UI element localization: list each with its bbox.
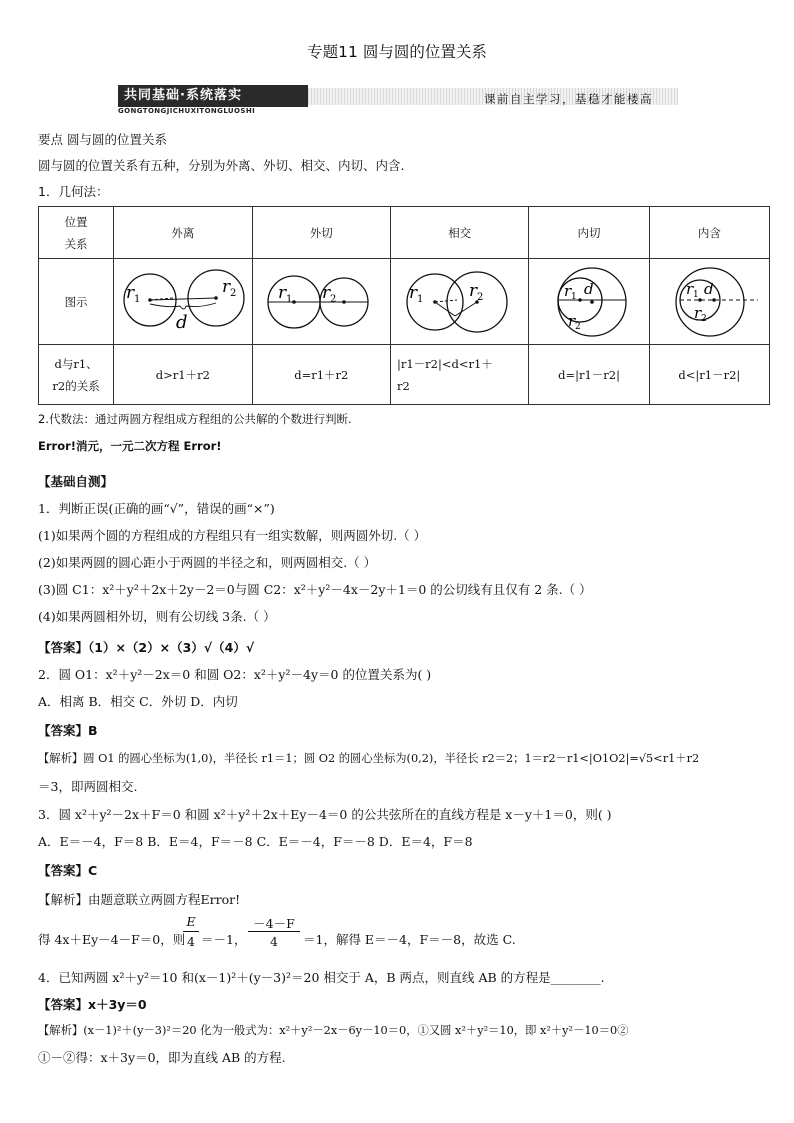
error-line: Error!消元，一元二次方程 Error! [38, 439, 222, 453]
header-label-cell [39, 207, 114, 259]
svg-text:2: 2 [330, 293, 337, 305]
svg-text:1: 1 [693, 289, 700, 300]
banner-heading: 共同基础·系统落实 [118, 85, 308, 107]
q4-stem: 4．已知两圆 x²＋y²＝10 和(x－1)²＋(y－3)²＝20 相交于 A，B 两点，则直线 AB 的方程是________. [38, 970, 605, 985]
fraction-denominator: 4 [187, 934, 195, 949]
q1-stem: 1．判断正误(正确的画“√”，错误的画“×”) [38, 501, 275, 516]
q1-answer: 【答案】（1）×（2）×（3）√（4）√ [38, 640, 255, 655]
key-point-heading: 要点 圆与圆的位置关系 [38, 132, 167, 147]
q3-analysis-part-c: ＝1，解得 E＝－4，F＝－8，故选 C. [303, 932, 516, 947]
q2-stem: 2．圆 O1：x²＋y²－2x＝0 和圆 O2：x²＋y²－4y＝0 的位置关系为( ) [38, 667, 432, 682]
table-figure-row [39, 259, 770, 345]
svg-text:2: 2 [229, 287, 237, 299]
svg-text:r: r [568, 311, 576, 330]
relation-label-cell [39, 345, 114, 405]
relation-table [38, 206, 770, 405]
fraction-bar [183, 931, 199, 932]
intersecting-figure [390, 259, 528, 345]
fraction-numerator: E [186, 914, 196, 929]
q3-options: A．E＝－4，F＝8 B．E＝4，F＝－8 C．E＝－4，F＝－8 D．E＝4，F＝8 [38, 834, 473, 849]
geometric-method-heading: 1．几何法： [38, 184, 109, 199]
column-header: 内含 [649, 207, 769, 259]
section-banner [118, 85, 678, 115]
svg-text:r: r [686, 279, 694, 298]
separate-circles-figure [114, 259, 252, 345]
relation-internal-tangent: d=|r1－r2| [529, 345, 649, 405]
header-label-2: 关系 [64, 236, 88, 251]
q4-analysis-cont: ①－②得：x＋3y＝0，即为直线 AB 的方程. [38, 1050, 286, 1065]
fraction-denominator: 4 [270, 934, 278, 949]
svg-text:1: 1 [133, 293, 141, 305]
q2-analysis-cont: ＝3，即两圆相交. [38, 779, 138, 794]
svg-text:r: r [322, 282, 331, 303]
q3-analysis-part-a: 得 4x＋Ey－4－F＝0，则 [38, 932, 186, 947]
fraction-numerator: －4－F [253, 916, 295, 931]
self-test-heading: 【基础自测】 [38, 474, 114, 489]
svg-text:1: 1 [416, 293, 424, 305]
svg-text:r: r [468, 280, 477, 301]
contained-diagram [654, 262, 764, 342]
relation-intersecting-cell [390, 345, 528, 405]
q3-analysis-part-b: ＝－1， [201, 932, 247, 947]
external-tangent-figure [252, 259, 390, 345]
external-tangent-diagram [256, 262, 386, 342]
svg-text:d: d [175, 311, 188, 333]
column-header: 相交 [390, 207, 528, 259]
fraction-bar [248, 931, 300, 932]
column-header: 内切 [529, 207, 649, 259]
relation-contained: d<|r1－r2| [649, 345, 769, 405]
svg-text:r: r [694, 303, 702, 322]
q2-analysis: 【解析】圆 O1 的圆心坐标为(1,0)，半径长 r1＝1；圆 O2 的圆心坐标为(0,2)，半径长 r2＝2；1＝r2－r1<|O1O2|=√5<r1＋r2 [38, 752, 700, 765]
svg-text:1: 1 [286, 293, 293, 305]
svg-text:d: d [704, 279, 714, 298]
column-header: 外离 [114, 207, 252, 259]
intersecting-diagram [395, 262, 525, 342]
svg-text:d: d [584, 279, 594, 298]
figure-label-cell: 图示 [39, 259, 114, 345]
relation-intersecting-cont: r2 [396, 378, 410, 393]
banner-pinyin: GONGTONGJICHUXITONGLUOSHI [118, 107, 256, 115]
svg-text:2: 2 [575, 321, 581, 332]
table-header-row [39, 207, 770, 259]
svg-text:r: r [564, 281, 572, 300]
relation-separate: d>r1＋r2 [114, 345, 252, 405]
svg-text:1: 1 [571, 291, 577, 302]
internal-tangent-figure [529, 259, 649, 345]
internal-tangent-diagram [534, 262, 644, 342]
relation-external-tangent: d=r1＋r2 [252, 345, 390, 405]
relation-intersecting: |r1－r2|<d<r1＋ [396, 356, 493, 371]
q3-answer: 【答案】C [38, 863, 98, 878]
svg-text:r: r [408, 282, 417, 303]
q2-answer: 【答案】B [38, 723, 98, 738]
separate-circles-diagram [118, 262, 248, 342]
svg-text:r: r [221, 276, 230, 297]
q1-item: (2)如果两圆的圆心距小于两圆的半径之和，则两圆相交.（ ） [38, 555, 377, 570]
relation-label-1: d与r1、 [54, 356, 98, 371]
banner-slogan: 课前自主学习，基稳才能楼高 [484, 92, 653, 106]
page-title: 专题11 圆与圆的位置关系 [307, 43, 487, 61]
summary-text: 圆与圆的位置关系有五种，分别为外离、外切、相交、内切、内含. [38, 158, 405, 173]
relation-label-2: r2的关系 [52, 378, 100, 393]
svg-text:2: 2 [476, 291, 484, 303]
algebraic-method: 2.代数法：通过两圆方程组成方程组的公共解的个数进行判断. [38, 412, 352, 426]
q1-item: (3)圆 C1：x²＋y²＋2x＋2y－2＝0与圆 C2：x²＋y²－4x－2y＋1＝0 的公切线有且仅有 2 条.（ ） [38, 582, 592, 597]
contained-figure [649, 259, 769, 345]
q3-stem: 3．圆 x²＋y²－2x＋F＝0 和圆 x²＋y²＋2x＋Ey－4＝0 的公共弦所在的直线方程是 x－y＋1＝0，则( ) [38, 807, 612, 822]
svg-text:r: r [125, 282, 134, 303]
q4-analysis: 【解析】(x－1)²＋(y－3)²＝20 化为一般式为：x²＋y²－2x－6y－10＝0，①又圆 x²＋y²＝10，即 x²＋y²－10＝0② [38, 1024, 629, 1037]
svg-text:2: 2 [701, 313, 708, 324]
q1-item: (4)如果两圆相外切，则有公切线 3条.（ ） [38, 609, 276, 624]
table-relation-row [39, 345, 770, 405]
svg-text:r: r [278, 282, 287, 303]
q3-analysis: 【解析】由题意联立两圆方程Error! [38, 892, 241, 907]
header-label-1: 位置 [64, 214, 88, 229]
q2-options: A．相离 B．相交 C．外切 D．内切 [38, 694, 238, 709]
q4-answer: 【答案】x＋3y＝0 [38, 997, 147, 1012]
q1-item: (1)如果两个圆的方程组成的方程组只有一组实数解，则两圆外切.（ ） [38, 528, 427, 543]
column-header: 外切 [252, 207, 390, 259]
